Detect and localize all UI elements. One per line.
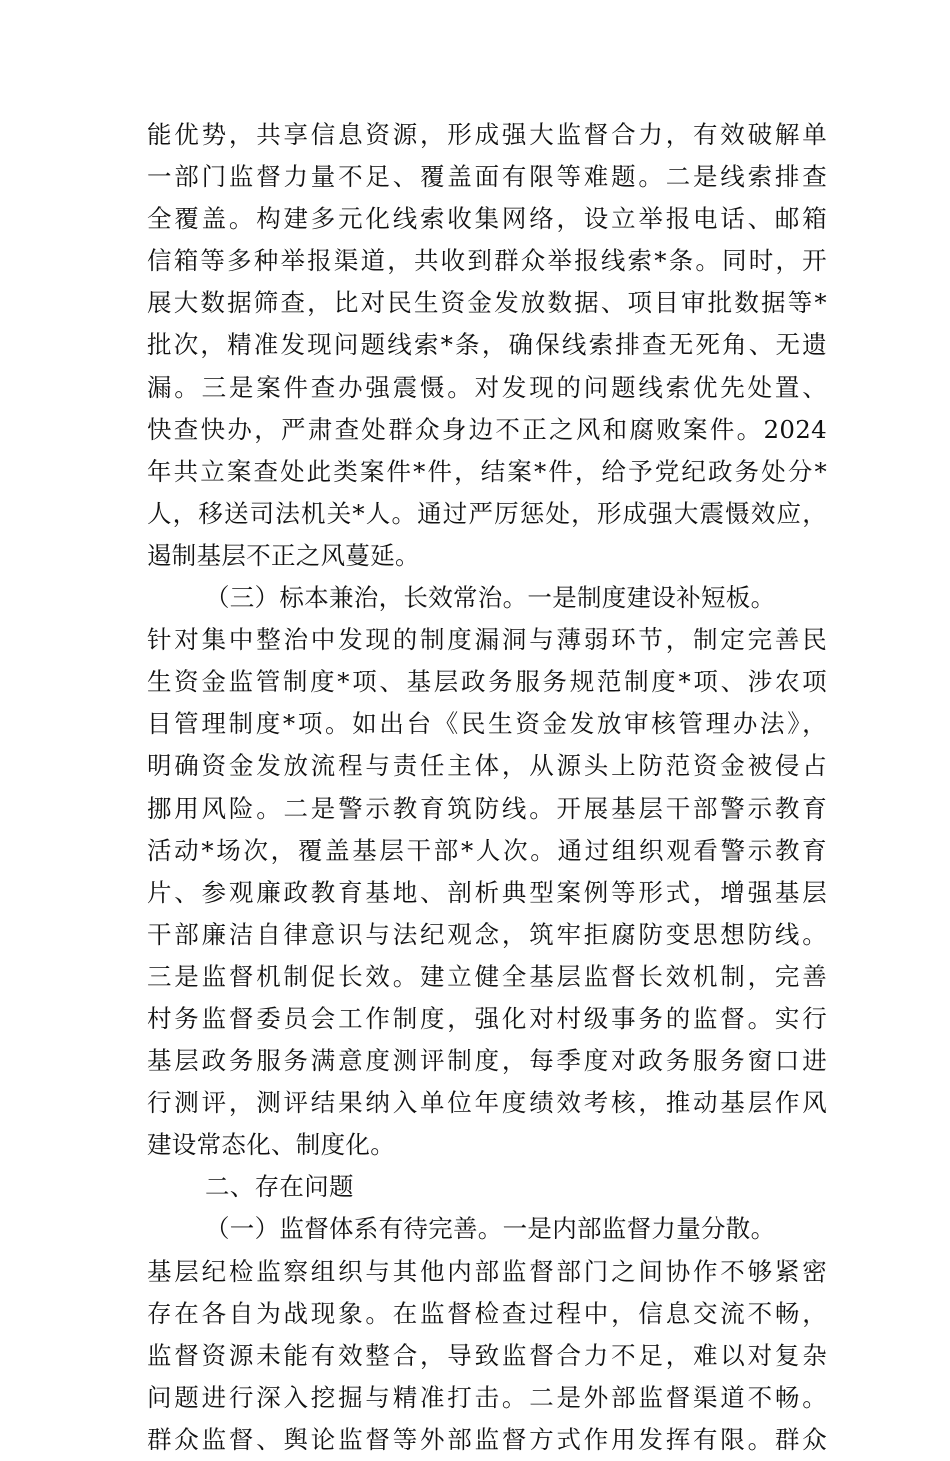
document-body [147, 114, 827, 1461]
text-line: 活动*场次，覆盖基层干部*人次。通过组织观看警示教育 [147, 835, 827, 865]
section-heading-paragraph: （一）监督体系有待完善。一是内部监督力量分散。 [205, 1214, 776, 1244]
text-line: 生资金监管制度*项、基层政务服务规范制度*项、涉农项 [147, 667, 827, 697]
text-line: 三是监督机制促长效。建立健全基层监督长效机制，完善 [147, 961, 827, 991]
text-line: 基层纪检监察组织与其他内部监督部门之间协作不够紧密 [147, 1256, 827, 1286]
text-line: 全覆盖。构建多元化线索收集网络，设立举报电话、邮箱 [147, 204, 827, 234]
text-line: 针对集中整治中发现的制度漏洞与薄弱环节，制定完善民 [147, 625, 827, 655]
section-heading: 二、存在问题 [205, 1172, 354, 1202]
text-line: 遏制基层不正之风蔓延。 [147, 540, 420, 570]
text-line: 年共立案查处此类案件*件，结案*件，给予党纪政务处分* [147, 456, 827, 486]
text-line: 挪用风险。二是警示教育筑防线。开展基层干部警示教育 [147, 793, 827, 823]
text-line: 明确资金发放流程与责任主体，从源头上防范资金被侵占 [147, 751, 827, 781]
text-line: 一部门监督力量不足、覆盖面有限等难题。二是线索排查 [147, 162, 827, 192]
text-line: 目管理制度*项。如出台《民生资金发放审核管理办法》， [147, 709, 827, 739]
text-line: 存在各自为战现象。在监督检查过程中，信息交流不畅， [147, 1298, 827, 1328]
text-line: 批次，精准发现问题线索*条，确保线索排查无死角、无遗 [147, 330, 827, 360]
text-line: 信箱等多种举报渠道，共收到群众举报线索*条。同时，开 [147, 246, 827, 276]
text-line: 建设常态化、制度化。 [147, 1130, 395, 1160]
text-line: 基层政务服务满意度测评制度，每季度对政务服务窗口进 [147, 1046, 827, 1076]
text-line: 行测评，测评结果纳入单位年度绩效考核，推动基层作风 [147, 1088, 827, 1118]
text-line: 干部廉洁自律意识与法纪观念，筑牢拒腐防变思想防线。 [147, 919, 827, 949]
text-line: 群众监督、舆论监督等外部监督方式作用发挥有限。群众 [147, 1424, 827, 1454]
text-line: 监督资源未能有效整合，导致监督合力不足，难以对复杂 [147, 1340, 827, 1370]
text-line: 快查快办，严肃查处群众身边不正之风和腐败案件。2024 [147, 414, 827, 444]
text-line: 片、参观廉政教育基地、剖析典型案例等形式，增强基层 [147, 877, 827, 907]
text-line: 村务监督委员会工作制度，强化对村级事务的监督。实行 [147, 1003, 827, 1033]
text-line: 漏。三是案件查办强震慑。对发现的问题线索优先处置、 [147, 372, 827, 402]
text-line: 人，移送司法机关*人。通过严厉惩处，形成强大震慑效应， [147, 498, 827, 528]
text-line: 问题进行深入挖掘与精准打击。二是外部监督渠道不畅。 [147, 1382, 827, 1412]
text-line: 能优势，共享信息资源，形成强大监督合力，有效破解单 [147, 120, 827, 149]
text-line: 展大数据筛查，比对民生资金发放数据、项目审批数据等* [147, 288, 827, 318]
section-heading-paragraph: （三）标本兼治，长效常治。一是制度建设补短板。 [205, 583, 776, 613]
